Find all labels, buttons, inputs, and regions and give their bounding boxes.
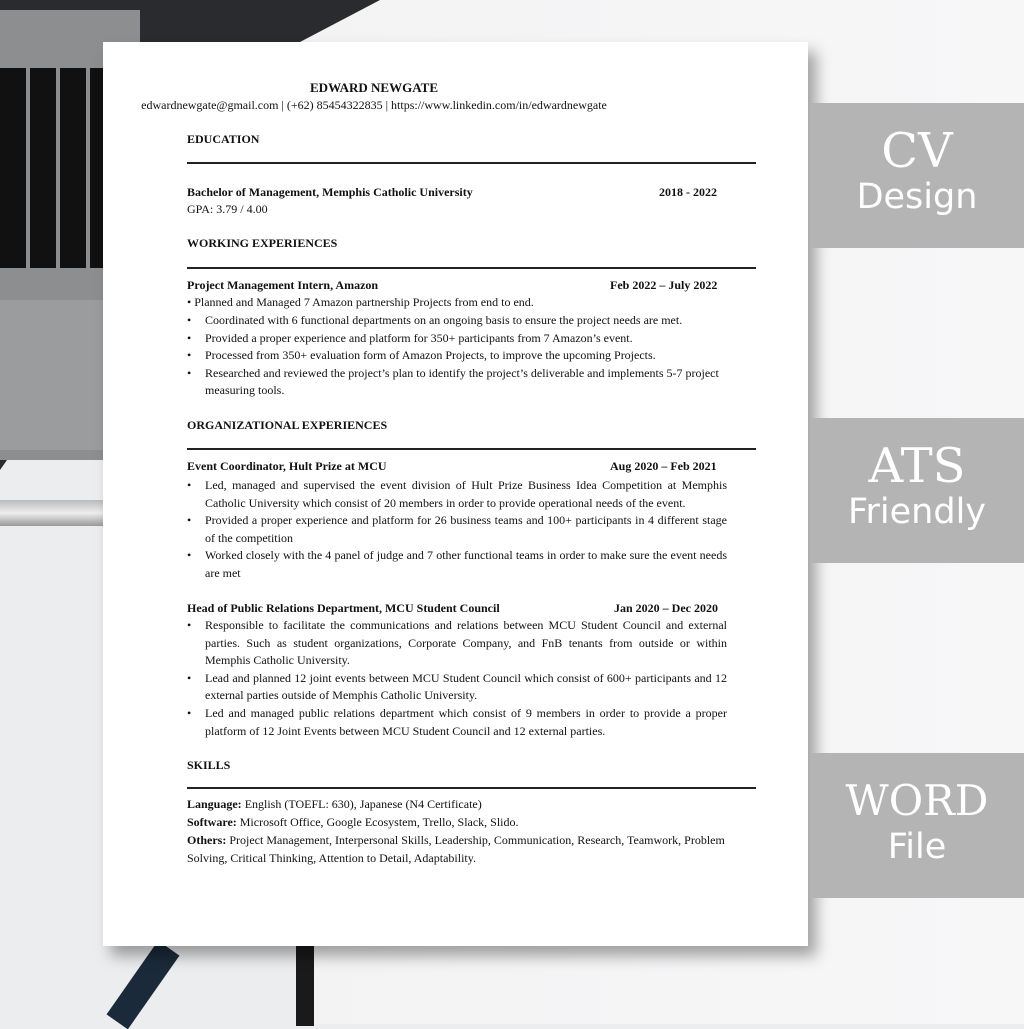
skill-value: Project Management, Interpersonal Skills, Leadership, Communication, Research, Teamwork, Problem Solving, Critical Thinking, Attention to Detail, Adaptability.	[187, 833, 725, 865]
degree-years: 2018 - 2022	[659, 185, 717, 199]
job-bullet: • Processed from 350+ evaluation form of Amazon Projects, to improve the upcoming Projects.	[187, 347, 727, 365]
skill-others	[187, 832, 732, 867]
divider	[187, 267, 756, 269]
role-dates: Aug 2020 – Feb 2021	[610, 459, 717, 473]
job-bullet: • Researched and reviewed the project’s plan to identify the project’s deliverable and implements 5-7 project measuring tools.	[187, 365, 727, 400]
resume-contact: edwardnewgate@gmail.com | (+62) 85454322835 | https://www.linkedin.com/in/edwardnewgate	[141, 98, 607, 112]
resume-name: EDWARD NEWGATE	[310, 80, 438, 95]
role-bullet: • Worked closely with the 4 panel of judge and 7 other functional teams in order to make sure the event needs are met	[187, 547, 727, 582]
label-small: File	[887, 827, 947, 867]
role-bullet: • Led, managed and supervised the event division of Hult Prize Business Idea Competition at Memphis Catholic University which consist of 20 members in order to provide operational needs of the event.	[187, 477, 727, 512]
pen-image	[296, 946, 314, 1026]
job-bullets	[187, 312, 727, 400]
role-bullets	[187, 477, 727, 583]
label-word-file	[810, 753, 1024, 898]
label-cv-design	[810, 103, 1024, 248]
label-big: CV	[881, 123, 953, 179]
pen-image	[107, 941, 180, 1029]
role-dates: Jan 2020 – Dec 2020	[614, 601, 718, 615]
job-dates: Feb 2022 – July 2022	[610, 278, 718, 292]
label-small: Friendly	[847, 492, 987, 532]
role-bullet: • Responsible to facilitate the communications and relations between MCU Student Council and external parties. Such as student organizations, Corporate Company, and FnB tenants from outside or within Memphis Catholic University.	[187, 617, 727, 670]
role-bullets	[187, 617, 727, 740]
role-bullet: • Provided a proper experience and platform for 26 business teams and 100+ participants in 4 different stage of the competition	[187, 512, 727, 547]
skill-value: English (TOEFL: 630), Japanese (N4 Certificate)	[241, 797, 482, 811]
label-small: Design	[856, 177, 978, 217]
job-bullet: • Coordinated with 6 functional departments on an ongoing basis to ensure the project needs are met.	[187, 312, 727, 330]
job-bullet: • Planned and Managed 7 Amazon partnership Projects from end to end.	[187, 295, 534, 309]
section-heading-skills: SKILLS	[187, 758, 231, 772]
section-heading-education: EDUCATION	[187, 132, 260, 146]
trackpad-image	[0, 300, 103, 450]
role-title: Event Coordinator, Hult Prize at MCU	[187, 459, 387, 473]
job-bullet: • Provided a proper experience and platform for 350+ participants from 7 Amazon’s event.	[187, 330, 727, 348]
degree: Bachelor of Management, Memphis Catholic University	[187, 185, 473, 199]
role-bullet: • Led and managed public relations department which consist of 9 members in order to provide a proper platform of 12 Joint Events between MCU Student Council and 12 external parties.	[187, 705, 727, 740]
divider	[187, 448, 756, 450]
divider	[187, 162, 756, 164]
skill-software	[187, 814, 732, 832]
skill-value: Microsoft Office, Google Ecosystem, Trello, Slack, Slido.	[236, 815, 519, 829]
role-bullet: • Lead and planned 12 joint events between MCU Student Council which consist of 600+ participants and 12 external parties outside of Memphis Catholic University.	[187, 670, 727, 705]
label-ats-friendly	[810, 418, 1024, 563]
divider	[187, 787, 756, 789]
label-big: WORD	[845, 776, 989, 825]
clipboard-image	[0, 500, 103, 526]
job-title: Project Management Intern, Amazon	[187, 278, 379, 292]
role-title: Head of Public Relations Department, MCU Student Council	[187, 601, 500, 615]
section-heading-org: ORGANIZATIONAL EXPERIENCES	[187, 418, 388, 432]
section-heading-work: WORKING EXPERIENCES	[187, 236, 338, 250]
label-big: ATS	[868, 438, 966, 494]
skill-label: Language:	[187, 797, 242, 811]
skill-label: Others:	[187, 833, 227, 847]
skill-language	[187, 796, 732, 814]
skill-label: Software:	[187, 815, 237, 829]
gpa: GPA: 3.79 / 4.00	[187, 202, 268, 216]
